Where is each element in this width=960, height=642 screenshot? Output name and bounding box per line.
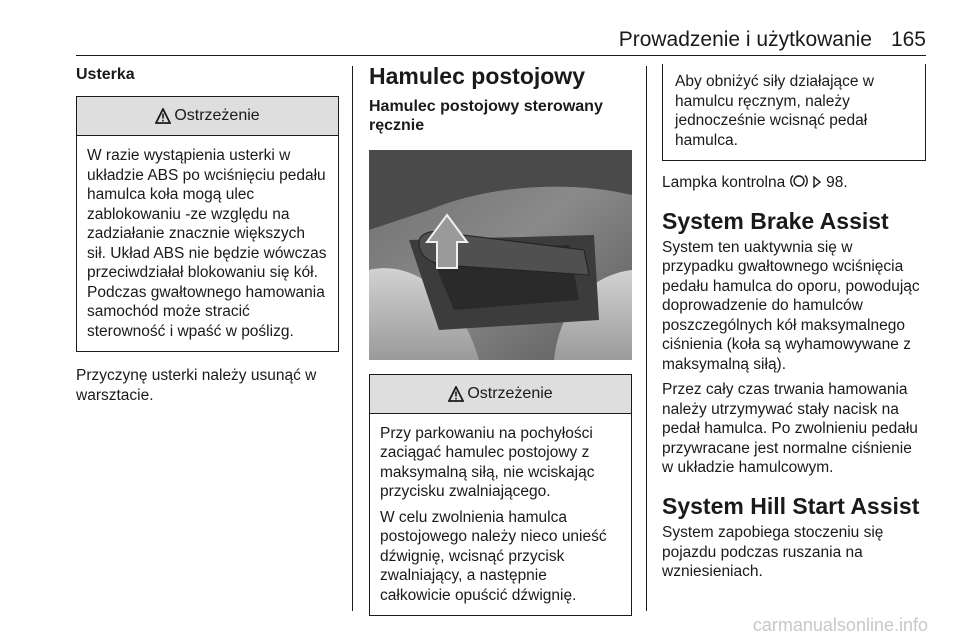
column-1 <box>76 64 339 411</box>
page-reference-arrow-icon <box>812 175 822 189</box>
warning-triangle-icon <box>448 386 464 402</box>
page-number: 165 <box>890 28 926 51</box>
handbrake-lever-photo <box>369 150 632 360</box>
warning-text-2: W celu zwolnienia hamulca postojowego należy nieco unieść dźwignię, wcisnąć przycisk zwalniający, a następnie całkowicie opuścić dźwignię. <box>380 508 607 604</box>
brake-assist-paragraph-2: Przez cały czas trwania hamowania należy utrzymywać stały nacisk na pedał hamulca. Po zwolnieniu pedału przywracane jest normalne ciśnienie w układzie hamulcowym. <box>662 381 918 477</box>
body-paragraph-repair: Przyczynę usterki należy usunąć w warsztacie. <box>76 367 317 404</box>
warning-box-parking <box>369 374 632 617</box>
column-3 <box>662 64 926 588</box>
page-header-title: Prowadzenie i użytkowanie <box>618 28 872 51</box>
brake-warning-lamp-icon <box>790 173 808 189</box>
warning-heading: Ostrzeżenie <box>174 107 260 124</box>
warning-triangle-icon <box>155 108 171 124</box>
column-divider-1 <box>352 66 353 611</box>
watermark: carmanualsonline.info <box>752 615 928 635</box>
continued-warning-text: Aby obniżyć siły działające w hamulcu ręcznym, należy jednocześnie wcisnąć pedał hamulca. <box>675 73 875 149</box>
warning-box-abs <box>76 96 339 352</box>
brake-assist-paragraph-1: System ten uaktywnia się w przypadku gwałtownego wciśnięcia pedału hamulca do oporu, powodując doprowadzenie do hamulców poszczególnych kół maksymalnego ciśnienia (koła są wyhamowywane z maksymalną siłą). <box>662 238 920 373</box>
indicator-lamp-reference <box>662 173 926 193</box>
warning-text-1: Przy parkowaniu na pochyłości zaciągać hamulec postojowy z maksymalną siłą, nie wciskając przycisku zwalniającego. <box>380 424 595 501</box>
warning-body <box>370 414 631 616</box>
subheading-hamulec-reczny: Hamulec postojowy sterowany ręcznie <box>369 98 603 135</box>
section-heading-usterka: Usterka <box>76 66 135 83</box>
warning-text: W razie wystąpienia usterki w układzie ABS po wciśnięciu pedału hamulca koła mogą ulec zablokowaniu -ze względu na zadziałanie znacznie większych sił. Układ ABS nie będzie wówczas przeciwdziałał blokowaniu się kół. Podczas gwałtownego hamowania samochód może stracić sterowność i wpaść w poślizg. <box>87 147 327 340</box>
continued-warning-box <box>662 64 926 161</box>
hill-start-paragraph: System zapobiega stoczeniu się pojazdu podczas ruszania na wzniesieniach. <box>662 524 884 581</box>
header-rule <box>76 55 926 56</box>
heading-hamulec-postojowy: Hamulec postojowy <box>369 63 585 89</box>
warning-header <box>370 375 631 414</box>
warning-body <box>77 136 338 351</box>
heading-hill-start-assist: System Hill Start Assist <box>662 492 920 519</box>
heading-brake-assist: System Brake Assist <box>662 207 889 234</box>
warning-header <box>77 97 338 136</box>
lamp-text: Lampka kontrolna <box>662 174 786 191</box>
warning-heading: Ostrzeżenie <box>467 384 553 402</box>
lamp-page-ref: 98. <box>826 174 848 191</box>
column-divider-2 <box>646 66 647 611</box>
column-2 <box>369 64 632 616</box>
